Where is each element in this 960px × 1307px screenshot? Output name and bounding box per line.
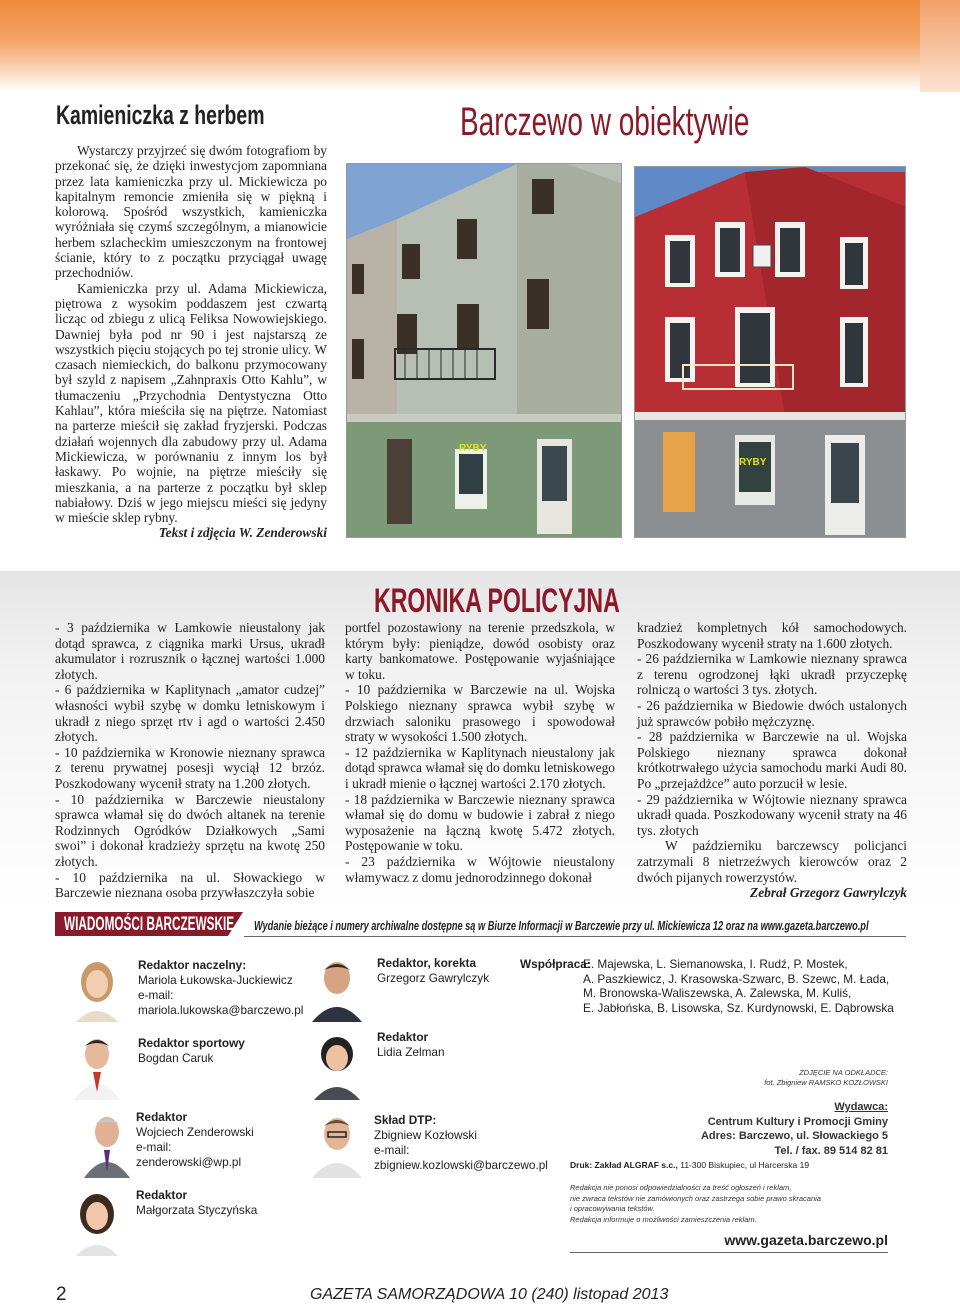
- divider: [244, 936, 906, 937]
- website-underline: [570, 1252, 888, 1253]
- staff-sports-editor: [138, 1036, 245, 1066]
- printer-address: 11-300 Biskupiec, ul Harcerska 19: [680, 1160, 810, 1170]
- orange-corner: [920, 0, 960, 92]
- disclaimer-line: i opracowywania tekstów.: [570, 1204, 655, 1213]
- police-report: - 6 października w Kaplitynach „amator cudzej” własności wybił szybę w domku letniskowym i ukradł z niego sprzęt rtv i agd o wartości 2.450 złotych.: [55, 682, 325, 745]
- publisher-name: Centrum Kultury i Promocji Gminy: [707, 1115, 888, 1128]
- police-column-1: [55, 620, 325, 901]
- staff-email-label: e-mail:: [138, 988, 174, 1002]
- section-label: WIADOMOŚCI BARCZEWSKIE: [64, 914, 235, 935]
- staff-name: Zbigniew Kozłowski: [374, 1128, 477, 1142]
- disclaimer-line: nie zwraca tekstów nie zamówionych oraz zastrzega sobie prawo skracania: [570, 1193, 821, 1203]
- shop-sign-2: RYBY: [739, 457, 767, 468]
- publisher-label: Wydawca:: [834, 1101, 888, 1113]
- staff-email-label: e-mail:: [136, 1140, 172, 1154]
- staff-role: Redaktor: [136, 1110, 188, 1124]
- cover-photo-author: fot. Zbigniew RAMSKO KOZŁOWSKI: [764, 1078, 888, 1087]
- staff-email[interactable]: mariola.lukowska@barczewo.pl: [138, 1003, 304, 1017]
- staff-role: Redaktor, korekta: [377, 956, 477, 970]
- police-report: - 28 października w Barczewie na ul. Wojska Polskiego nieznany sprawca dokonał krótkotrwałego użycia samochodu marki Audi 80. Po „przejażdżce” auto porzucił w lesie.: [637, 729, 907, 791]
- availability-note: Wydanie bieżące i numery archiwalne dostępne są w Biurze Informacji w Barczewie przy ul. Mickiewicza 12 oraz na www.gazeta.barczewo.pl: [254, 918, 869, 933]
- police-report: - 10 października w Barczewie na ul. Wojska Polskiego nieznany sprawca wybił szybę w drzwiach saloniku prasowego i spowodował straty w wysokości 1.500 złotych.: [345, 682, 615, 745]
- staff-role: Redaktor: [136, 1188, 188, 1202]
- publisher-phone: Tel. / fax. 89 514 82 81: [774, 1144, 888, 1157]
- cover-photo-credit: [764, 1068, 888, 1088]
- staff-editor-zelman: [377, 1030, 445, 1060]
- article-signature: Tekst i zdjęcia W. Zenderowski: [158, 525, 327, 541]
- page-number: 2: [56, 1284, 67, 1305]
- top-orange-band: [0, 0, 960, 92]
- staff-role: Redaktor naczelny:: [138, 958, 247, 972]
- cooperation-label: Współpraca:: [520, 957, 591, 971]
- police-signature: Zebrał Grzegorz Gawrylczyk: [750, 885, 907, 901]
- cooperation-line: E. Majewska, L. Siemanowska, I. Rudź, P. Mostek,: [583, 957, 848, 971]
- staff-email[interactable]: zenderowski@wp.pl: [136, 1155, 242, 1169]
- police-report: - 26 października w Biedowie dwóch ustalonych już sprawców pobiło mężczyznę.: [637, 697, 907, 729]
- portrait-wojciech-zenderowski: [80, 1108, 134, 1178]
- cooperation-line: E. Jabłońska, B. Lisowska, Sz. Kurdynowski, E. Dąbrowska: [583, 1000, 894, 1015]
- article-paragraph: Kamieniczka przy ul. Adama Mickiewicza, piętrowa z wysokim poddaszem jest czwartą licząc od zbiegu z ulicą Feliksa Nowowiejskiego. Dawniej była pod nr 90 i jest najstarszą ze wszystkich pięciu stojących po tej stronie ulicy. W czasach niemieckich, do balkonu przymocowany był szyld z napisem „Zahnpraxis Otto Kahlu”, w tłumaczeniu „Przychodnia Dentystyczna Otto Kahlau”, która mieściła się na piętrze. Natomiast na parterze mieścił się zakład fryzjerski. Podczas działań wojennych dla zabudowy przy ul. Adama Mickiewicza, w porównaniu z innym los był łaskawy. Po wojnie, na piętrze mieściły się mieszkania, a na parterze z początku był sklep nabiałowy. Dziś w jego miejscu mieści się jedyny w mieście sklep rybny.: [55, 280, 327, 526]
- portrait-lidia-zelman: [310, 1030, 364, 1100]
- police-column-3: [637, 620, 907, 901]
- cooperation-line: M. Bronowska-Waliszewska, A. Zalewska, M. Kuliś,: [583, 986, 852, 1001]
- police-report: portfel pozostawiony na terenie przedszkola, w którym były: pieniądze, dowód osobisty oraz karty bankomatowe. Postępowanie wyjaśniające w toku.: [345, 620, 615, 682]
- police-report: - 10 października na ul. Słowackiego w Barczewie nieznana osoba przywłaszczyła sobie: [55, 869, 325, 901]
- police-chronicle-title: KRONIKA POLICYJNA: [374, 582, 620, 620]
- printer-info: [570, 1160, 809, 1170]
- cooperation-names: [583, 957, 913, 1015]
- portrait-grzegorz-gawrylczyk: [310, 952, 364, 1022]
- staff-name: Mariola Łukowska-Juckiewicz: [138, 973, 293, 987]
- article-paragraph: Wystarczy przyjrzeć się dwóm fotografiom by przekonać się, że dzięki inwestycjom zapomniana przez lata kamieniczka przy ul. Mickiewicza po kapitalnym remoncie zmieniła się w piękną i kolorową. Spośród wszystkich, kamieniczka wyróżniała się czymś szczególnym, a mianowicie herbem szlacheckim umieszczonym na frontowej ścianie, który to z początku przyciągał uwagę przechodniów.: [55, 143, 327, 281]
- photo-after: [634, 166, 906, 538]
- staff-role: Skład DTP:: [374, 1113, 437, 1127]
- website-link[interactable]: www.gazeta.barczewo.pl: [724, 1232, 888, 1248]
- disclaimer-line: Redakcja informuje o możliwości zamieszczenia reklam.: [570, 1214, 757, 1224]
- cover-photo-label: ZDJĘCIE NA ODKŁADCE:: [799, 1068, 888, 1077]
- police-report: kradzież kompletnych kół samochodowych. Poszkodowany wycenił straty na 1.600 złotych.: [637, 620, 907, 651]
- police-report: - 18 października w Barczewie nieznany sprawca włamał się do domu w budowie i zabrał z niego wyposażenie na łączną kwotę 5.472 złotych. Postępowanie w toku.: [345, 791, 615, 854]
- photo-before: [346, 163, 622, 538]
- staff-name: Małgorzata Styczyńska: [136, 1203, 258, 1217]
- staff-editor-styczynska: [136, 1188, 257, 1218]
- police-report: - 26 października w Lamkowie nieznany sprawca z terenu ogrodzonej łąki ukradł przyczepkę rolniczą o wartości 3 tys. złotych.: [637, 651, 907, 698]
- police-report: - 23 października w Wójtowie nieustalony włamywacz z domu jednorodzinnego dokonał: [345, 853, 615, 885]
- editorial-disclaimer: [570, 1183, 850, 1225]
- cooperation-block: [520, 957, 894, 1015]
- staff-name: Wojciech Zenderowski: [136, 1125, 254, 1139]
- police-report: - 12 października w Kaplitynach nieustalony jak dotąd sprawca włamał się do domku letniskowego i ukradł mienie o łącznej wartości 2.170 złotych.: [345, 744, 615, 791]
- police-summary: W październiku barczewscy policjanci zatrzymali 8 nietrzeźwych kierowców oraz 2 dwóch pijanych rowerzystów.: [637, 838, 907, 885]
- issue-title: GAZETA SAMORZĄDOWA 10 (240) listopad 2013: [310, 1286, 669, 1303]
- police-column-2: [345, 620, 615, 885]
- staff-email-label: e-mail:: [374, 1143, 410, 1157]
- police-report: - 10 października w Kronowie nieznany sprawca z terenu prywatnej posesji wyciął 12 brzóz. Poszkodowany wycenił straty na 1.200 złotych.: [55, 744, 325, 791]
- cooperation-line: A. Paszkiewicz, J. Krasowska-Szwarc, B. Szewc, M. Łada,: [583, 971, 890, 986]
- disclaimer-line: Redakcja nie ponosi odpowiedzialności za treść ogłoszeń i reklam,: [570, 1183, 792, 1192]
- renovated-house-illustration: [635, 167, 906, 538]
- article-body: [55, 143, 327, 541]
- staff-dtp: [374, 1113, 548, 1173]
- printer-label: Druk: Zakład ALGRAF s.c.,: [570, 1160, 678, 1170]
- staff-role: Redaktor: [377, 1030, 429, 1044]
- old-house-illustration: [347, 164, 622, 538]
- shop-sign-1: RYBY: [459, 443, 487, 454]
- staff-editor-zenderowski: [136, 1110, 254, 1170]
- police-report: - 10 października w Barczewie nieustalony sprawca włamał się do dwóch altanek na terenie Rodzinnych Ogródków Działkowych „Sami swoi” i dokonał kradzieży sprzętu na kwotę 250 złotych.: [55, 791, 325, 869]
- gallery-title: Barczewo w obiektywie: [460, 100, 750, 144]
- staff-editor-proofreading: [377, 956, 489, 986]
- staff-email[interactable]: zbigniew.kozlowski@barczewo.pl: [374, 1158, 548, 1172]
- police-report: - 3 października w Lamkowie nieustalony jak dotąd sprawca, z ciągnika marki Ursus, ukradł akumulator i rozrusznik o łącznej wartości 1.000 złotych.: [55, 620, 325, 682]
- staff-name: Grzegorz Gawrylczyk: [377, 971, 490, 985]
- staff-name: Bogdan Caruk: [138, 1051, 214, 1065]
- portrait-redaktor-naczelny: [70, 952, 124, 1022]
- portrait-redaktor-sportowy: [70, 1030, 124, 1100]
- portrait-zbigniew-kozlowski: [310, 1108, 364, 1178]
- publisher-block: [701, 1100, 888, 1158]
- article-title: Kamieniczka z herbem: [56, 100, 265, 130]
- staff-role: Redaktor sportowy: [138, 1036, 245, 1050]
- portrait-malgorzata-styczynska: [70, 1186, 124, 1256]
- staff-name: Lidia Zelman: [377, 1045, 445, 1059]
- staff-editor-in-chief: [138, 958, 303, 1018]
- police-report: - 29 października w Wójtowie nieznany sprawca ukradł quada. Poszkodowany wycenił straty na 46 tys. złotych: [637, 791, 907, 838]
- publisher-address: Adres: Barczewo, ul. Słowackiego 5: [700, 1130, 888, 1142]
